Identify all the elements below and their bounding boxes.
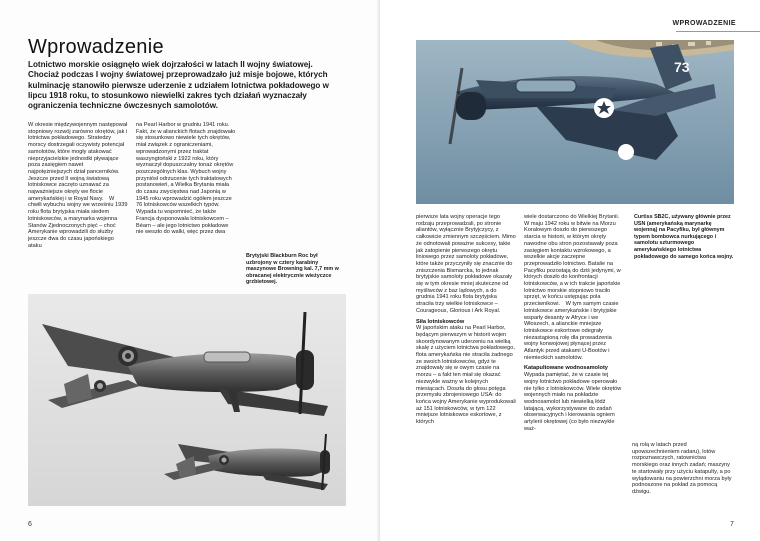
photo-curtiss-sb2c-image [416, 40, 734, 204]
running-head: WPROWADZENIE [672, 20, 736, 27]
right-column-1-text-a: pierwsze lata wojny operacje tego rodzaju przeprowadzali, po stronie aliantów, wyłącznie Brytyjczycy, z całkowicie zmiennym szczęściem. Mimo że odnotowali poważne sukcesy, takie jak zatopienie pierwszego okrętu liniowego przez samoloty pokładowe, które także przyczyniły się znacznie do zniszczenia Bismarcka, to jednak brytyjskie samoloty pokładowe okazały się w tym okresie mniej skuteczne od myśliwców z baz lądowych, a do grudnia 1941 roku flota brytyjska straciła trzy wielkie lotniskowce – Courageous, Glorious i Ark Royal. [416, 214, 516, 314]
caption-curtiss-sb2c: Curtiss SB2C, używany głównie przez USN (amerykańską marynarkę wojenną) na Pacyfiku, był głównym typem bombowca nurkującego i samolotu szturmowego amerykańskiego lotnictwa pokładowego do samego końca wojny. [634, 214, 734, 260]
aircraft-marking: 73 [674, 59, 690, 75]
lead-paragraph: Lotnictwo morskie osiągnęło wiek dojrzałości w latach II wojny światowej. Chociaż podczas I wojny światowej przeprowadzało już misje bojowe, których kulminację stanowiło pierwsze uderzenie z udziałem lotnictwa pokładowego w lipcu 1918 roku, to stosunkowo niewielki zakres tych działań wyznaczały ograniczenia techniczne ówczesnych samolotów. [28, 60, 329, 111]
right-column-3 [632, 442, 732, 496]
right-page [380, 0, 760, 541]
left-column-1-text: W okresie międzywojennym następował stopniowy rozwój zarówno okrętów, jak i lotnictwa pokładowego. Stratedzy morscy dostrzegali oczywisty potencjał samolotów, które mogły atakować nieprzyjacielskie jednostki pływające poza zasięgiem nawet najpotężniejszych dział pancerników. Jeszcze przed II wojną światową lotniskowce zaczęto uznawać za najważniejsze okręty we flocie amerykańskiej i w Royal Navy. W chwili wybuchu wojny we wrześniu 1939 roku flota brytyjska miała siedem lotniskowców, a marynarka wojenna Stanów Zjednoczonych pięć – choć Amerykanie wprowadzili do służby jeszcze dwa do czasu japońskiego ataku [28, 122, 128, 249]
right-column-2-text-a: wiele dostarczono do Wielkiej Brytanii. W maju 1942 roku w bitwie na Morzu Koralowym doszło do pierwszego starcia w historii, w którym okręty nawodne obu stron pozostawały poza zasięgiem kontaktu wzrokowego, a wszelkie akcje zaczepne przeprowadziło lotnictwo. Batalie na Pacyfiku pozostają do dziś jedynymi, w których doszło do konfrontacji lotniskowców, a w ich trakcie japońskie lotnictwo morskie stopniowo traciło sprzęt, w końcu ustępując pola przeciwnikowi. W tym samym czasie lotniskowce amerykańskie i brytyjskie wsparły desanty w Afryce i we Włoszech, a alianckie mniejsze lotniskowce eskortowe odegrały niezastąpioną rolę dla prowadzenia wojny konwojowej płynącej przez Atlantyk przed atakami U-Bootów i niemieckich samolotów. [524, 214, 621, 361]
photo-blackburn-roc [28, 294, 346, 506]
photo-blackburn-roc-image [28, 294, 346, 506]
right-column-2 [524, 214, 624, 433]
page-title: Wprowadzenie [28, 36, 164, 58]
right-column-1 [416, 214, 516, 426]
left-column-2-text: na Pearl Harbor w grudniu 1941 roku. Fakt, że w alianckich flotach znajdowało się stosunkowo niewiele tych okrętów, miał związek z ograniczeniami, wprowadzonymi przez traktat waszyngtoński z 1922 roku, który wyznaczył dopuszczalny tonaż okrętów poszczególnych klas. Wybuch wojny przyniósł odrzucenie tych traktatowych postanowień, a Wielka Brytania miała do czasu zwycięstwa nad Japonią w 1945 roku wprowadzić ogółem jeszcze 76 lotniskowców wszelkich typów. Wypada tu wspomnieć, że także Francja dysponowała lotniskowcem – Béarn – ale jego lotnictwo pokładowe nie weszło do walki, więc przez dwa [136, 122, 236, 236]
caption-blackburn-roc: Brytyjski Blackburn Roc był uzbrojony w cztery karabiny maszynowe Browning kal. 7,7 mm w obracanej elektrycznie wieżyczce grzbietowej. [246, 253, 339, 286]
right-column-1-text-b: W japońskim ataku na Pearl Harbor, będącym pierwszym w historii wojen skoordynowanym uderzeniu na wielką skalę z użyciem lotnictwa pokładowego, flota amerykańska nie straciła żadnego ze swoich lotniskowców, gdyż te znajdowały się w owym czasie na morzu – a fakt ten miał się okazać niezwykle ważny w kolejnych miesiącach. Doszła do głosu potęga przemysłu zbrojeniowego USA: do końca wojny Amerykanie wyprodukowali aż 151 lotniskowców, w tym 122 mniejsze lotniskowce eskortowe, z których [416, 325, 516, 426]
left-column-1 [28, 122, 128, 249]
left-column-2 [136, 122, 236, 236]
right-column-3-text: ną rolą w latach przed upowszechnieniem radaru), lotów rozpoznawczych, ratownictwa morskiego oraz innych zadań; maszyny te startowały przy użyciu katapulty, a po wylądowaniu na powierzchni morza były podnoszone na pokład za pomocą dźwigu. [632, 442, 732, 495]
folio-left: 6 [28, 521, 32, 528]
photo-curtiss-sb2c [416, 40, 734, 204]
running-head-rule [676, 31, 760, 32]
subheading-catapult-seaplanes: Katapultowane wodnosamoloty [524, 365, 608, 372]
subheading-carrier-power: Siła lotniskowców [416, 318, 465, 325]
right-column-2-text-b: Wypada pamiętać, że w czasie tej wojny lotnictwo pokładowe operowało nie tylko z lotniskowców. Wiele okrętów wojennych miało na pokładzie wodnosamolot lub niewielką łódź latającą, wykorzystywane do zadań obserwacyjnych i kierowania ogniem artylerii okrętowej (co było niezwykle waż- [524, 372, 622, 432]
folio-right: 7 [730, 521, 734, 528]
